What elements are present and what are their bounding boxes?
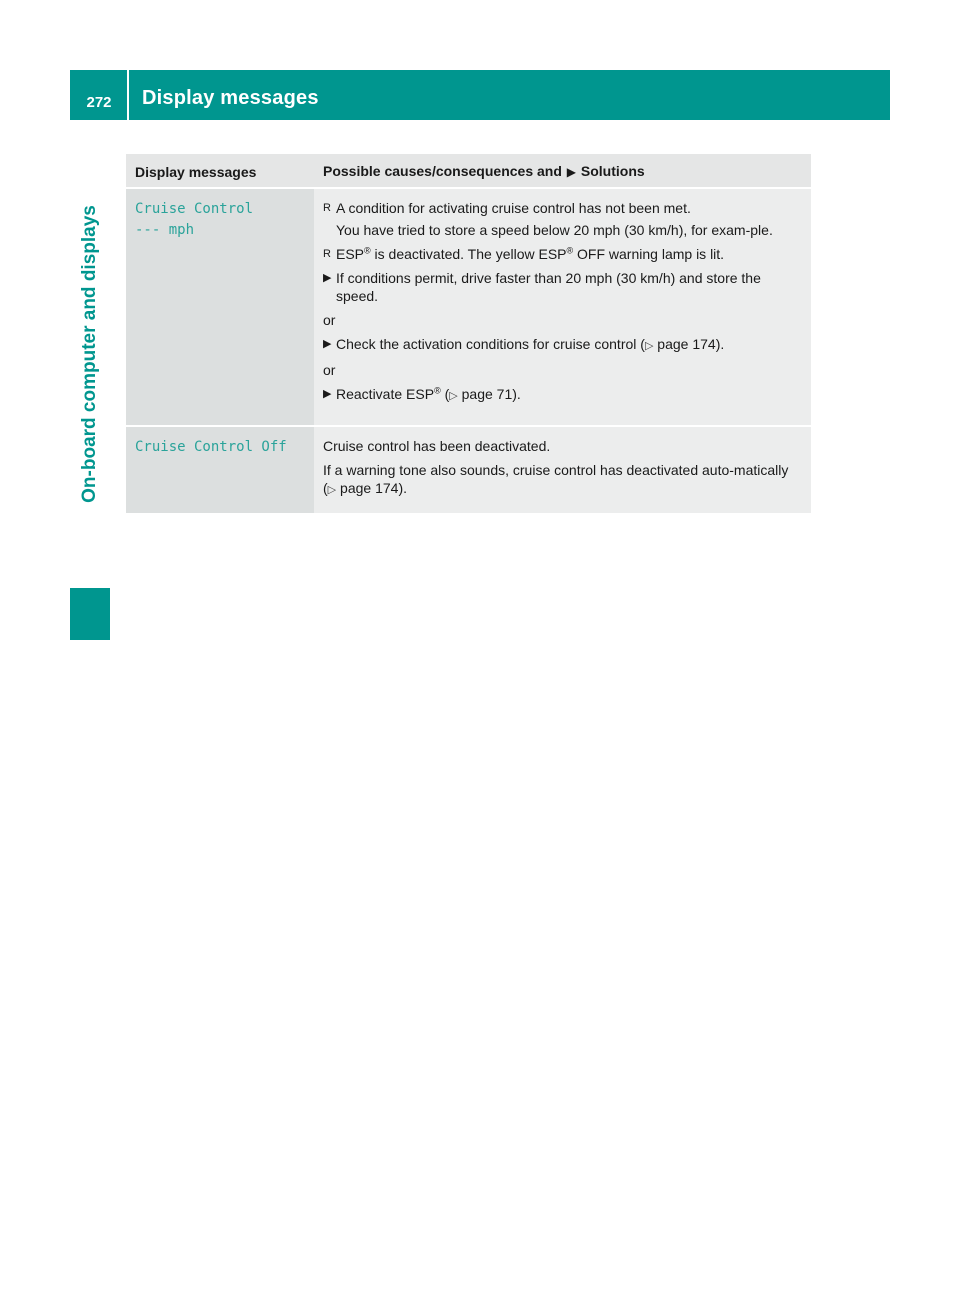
cause-text: Cruise control has been deactivated.	[323, 438, 551, 454]
column-header-solutions: Solutions	[580, 163, 645, 179]
registered-mark: ®	[434, 385, 441, 396]
page-number: 272	[86, 94, 112, 111]
cause-text: A condition for activating cruise control has not been met.	[336, 200, 691, 216]
column-header-display-messages: Display messages	[126, 154, 314, 188]
solution-text: If conditions permit, drive faster than 20 mph (30 km/h) and store the speed.	[336, 270, 761, 304]
table-row	[126, 426, 811, 514]
page-reference[interactable]: page 174	[657, 336, 716, 352]
or-separator: or	[323, 312, 336, 328]
cause-item: R ESP® is deactivated. The yellow ESP® OFF warning lamp is lit.	[323, 245, 725, 262]
registered-mark: ®	[566, 245, 574, 256]
sidebar-section-label: On-board computer and displays	[79, 205, 100, 503]
message-text: Cruise Control	[135, 201, 254, 217]
table-row	[126, 188, 811, 426]
or-separator: or	[323, 362, 336, 378]
page-reference-icon: ▷	[449, 390, 458, 402]
action-arrow-icon: ▶	[323, 272, 332, 284]
cause-detail: If a warning tone also sounds, cruise control has deactivated auto-matically (▷ page 174).	[323, 462, 789, 496]
registered-mark: ®	[364, 245, 371, 256]
sidebar-marker	[70, 588, 110, 640]
page-reference[interactable]: page 174	[340, 480, 399, 496]
bullet-icon: R	[323, 248, 331, 260]
message-text: --- mph	[135, 222, 195, 238]
action-arrow-icon: ▶	[323, 388, 332, 400]
message-cell	[126, 426, 314, 514]
table-header-row	[126, 154, 811, 188]
column-header-text: Possible causes/consequences and	[323, 163, 562, 179]
page-reference-icon: ▷	[327, 484, 337, 496]
solution-item	[323, 269, 803, 305]
page-reference[interactable]: page 71	[461, 386, 513, 402]
solution-cell	[314, 426, 811, 514]
action-arrow-icon: ▶	[323, 338, 332, 350]
message-cell	[126, 188, 314, 426]
page-reference-icon: ▷	[644, 340, 654, 352]
solution-cell	[314, 188, 811, 426]
cause-item	[323, 199, 803, 239]
message-text: Cruise Control Off	[135, 439, 287, 455]
column-header-causes-solutions	[314, 154, 811, 188]
solution-item: ▶ Check the activation conditions for cruise control (▷ page 174).	[323, 336, 725, 352]
page-title: Display messages	[142, 87, 319, 109]
header-divider	[127, 70, 129, 120]
display-messages-table	[126, 154, 811, 515]
solution-item: ▶ Reactivate ESP® (▷ page 71).	[323, 385, 521, 402]
action-arrow-icon: ▶	[566, 165, 577, 179]
cause-detail: You have tried to store a speed below 20 mph (30 km/h), for exam-ple.	[336, 222, 773, 238]
bullet-icon: R	[323, 202, 331, 214]
